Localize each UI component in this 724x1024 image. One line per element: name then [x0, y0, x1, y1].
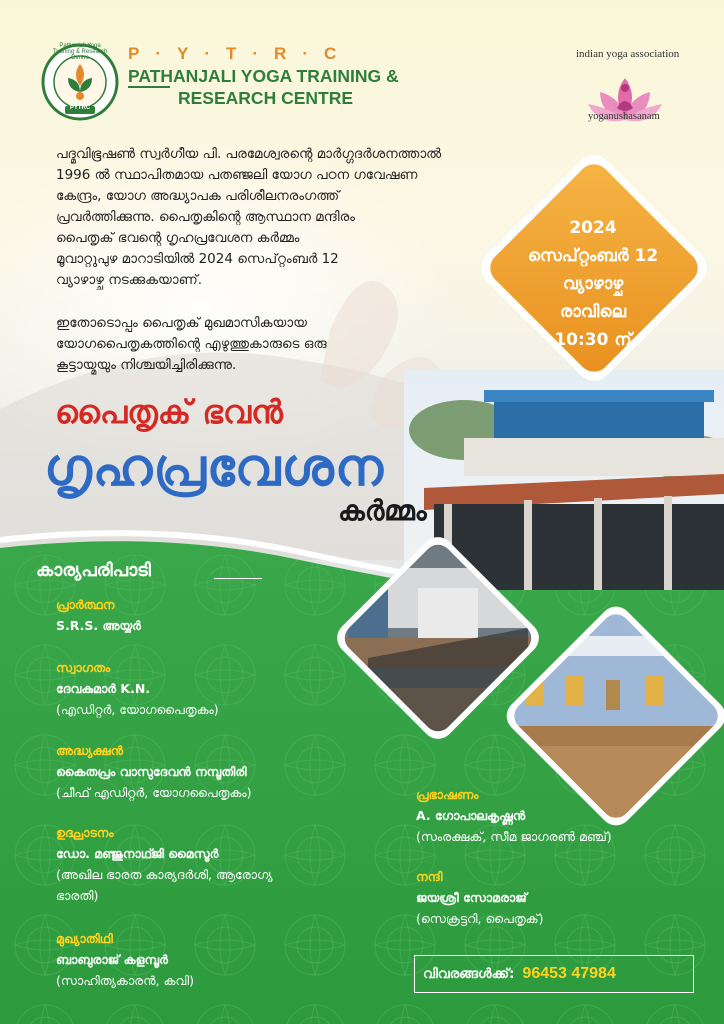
- programme-item: [56, 657, 219, 720]
- intro-line: 1996 ൽ സ്ഥാപിതമായ പതഞ്ജലി യോഗ പഠന ഗവേഷണ: [56, 167, 418, 183]
- pytrc-acronym: P·Y·T·R·C: [128, 44, 353, 63]
- programme-label: പ്രാർത്ഥന: [56, 597, 115, 612]
- event-weekday: വ്യാഴാഴ്ച: [562, 274, 624, 294]
- contact-box: [414, 955, 694, 993]
- programme-role: (സംരക്ഷക്, സീമ ജാഗരൺ മഞ്ച്): [416, 829, 612, 844]
- programme-role: ഭാരതി): [56, 888, 99, 903]
- programme-role: (എഡിറ്റർ, യോഗപൈതൃകം): [56, 702, 219, 717]
- event-time-label: രാവിലെ: [559, 302, 627, 322]
- programme-name: ബാബുരാജ് കളമ്പൂർ: [56, 952, 168, 967]
- intro-line: പദ്മവിഭൂഷൺ സ്വർഗീയ പി. പരമേശ്വരന്റെ മാർഗ്ഗദർശനത്താൽ: [56, 146, 442, 162]
- programme-heading-underline: [214, 578, 262, 579]
- programme-label: ഉദ്ഘാടനം: [56, 825, 114, 840]
- programme-name: ദേവകുമാർ K.N.: [56, 681, 151, 696]
- programme-label: സ്വാഗതം: [56, 660, 111, 675]
- title-line-3: കർമ്മം: [338, 494, 427, 527]
- iya-tagline: yoganushasanam: [588, 111, 660, 122]
- programme-item: [56, 928, 194, 991]
- programme-item: [56, 594, 141, 636]
- contact-label: വിവരങ്ങൾക്ക്:: [423, 966, 515, 982]
- org-name-line1: PATHANJALI YOGA TRAINING &: [128, 66, 399, 86]
- programme-name: A. ഗോപാലകൃഷ്ണൻ: [416, 808, 526, 823]
- intro-line: കൂട്ടായ്മയും നിശ്ചയിച്ചിരിക്കുന്നു.: [56, 357, 237, 373]
- programme-name: കൈതപ്രം വാസുദേവൻ നമ്പൂതിരി: [56, 764, 247, 779]
- logo-tag: PYTRC: [69, 105, 91, 111]
- event-time: 10:30 ന്: [554, 330, 632, 350]
- intro-line: പൈതൃക് ഭവന്റെ ഗൃഹപ്രവേശന കർമ്മം: [56, 230, 300, 246]
- programme-label: പ്രഭാഷണം: [416, 787, 479, 802]
- programme-name: ജയശ്രീ സോമരാജ്: [416, 890, 527, 905]
- event-year: 2024: [569, 218, 617, 238]
- contact-phone[interactable]: 96453 47984: [522, 965, 616, 982]
- programme-item: [56, 740, 252, 803]
- programme-role: (സാഹിത്യകാരൻ, കവി): [56, 973, 194, 988]
- programme-label: നന്ദി: [416, 869, 443, 884]
- programme-label: അദ്ധ്യക്ഷൻ: [56, 743, 124, 758]
- intro-line: ഇതോടൊപ്പം പൈതൃക് മുഖമാസികയായ: [56, 315, 307, 331]
- intro-line: യോഗപൈതൃകത്തിന്റെ എഴുത്തുകാരുടെ ഒരു: [56, 336, 327, 352]
- title-line-1: പൈതൃക് ഭവൻ: [55, 393, 283, 431]
- intro-line: മൂവാറ്റുപുഴ മാറാടിയിൽ 2024 സെപ്റ്റംബർ 12: [56, 251, 339, 267]
- title-line-2: ഗൃഹപ്രവേശന: [44, 438, 384, 498]
- iya-name: indian yoga association: [576, 48, 680, 60]
- programme-label: മുഖ്യാതിഥി: [56, 931, 113, 946]
- intro-line: കേന്ദ്രം, യോഗ അദ്ധ്യാപക പരിശീലനരംഗത്ത്: [56, 188, 340, 204]
- programme-name: S.R.S. അയ്യർ: [56, 618, 141, 633]
- programme-heading: കാര്യപരിപാടി: [36, 560, 151, 581]
- programme-role: (സെക്രട്ടറി, പൈതൃക്): [416, 911, 544, 926]
- intro-line: പ്രവർത്തിക്കുന്നു. പൈതൃകിന്റെ ആസ്ഥാന മന്ദിരം: [56, 209, 355, 225]
- programme-role: (അഖില ഭാരത കാര്യദർശി, ആരോഗ്യ: [56, 867, 273, 882]
- logo-ring-text: Pathanjali Yoga Training & Research Centre: [52, 43, 108, 61]
- programme-item: [416, 784, 612, 847]
- programme-name: ഡോ. മഞ്ജുനാഥ്ജി മൈസൂർ: [56, 846, 219, 861]
- intro-line: വ്യാഴാഴ്ച നടക്കുകയാണ്.: [56, 272, 203, 288]
- programme-item: [416, 866, 544, 929]
- programme-role: (ചീഫ് എഡിറ്റർ, യോഗപൈതൃകം): [56, 785, 252, 800]
- event-date: സെപ്റ്റംബർ 12: [527, 246, 659, 266]
- programme-item: [56, 822, 273, 906]
- org-name-line2: RESEARCH CENTRE: [178, 88, 354, 108]
